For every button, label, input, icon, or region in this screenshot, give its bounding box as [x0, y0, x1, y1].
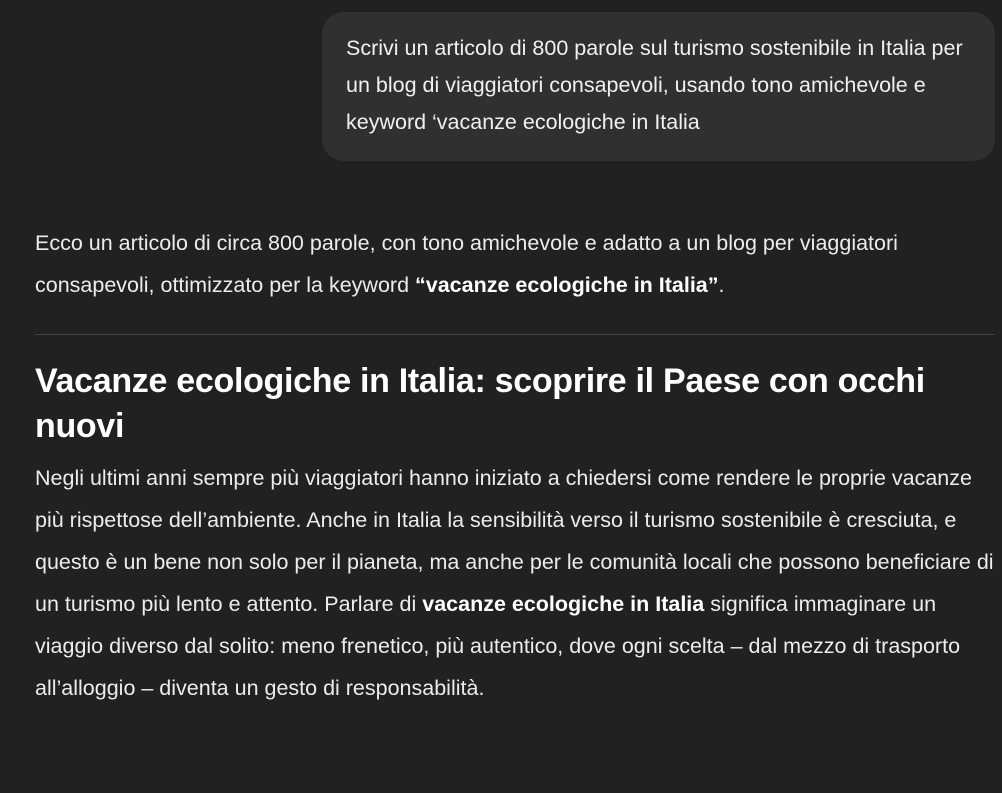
article-paragraph [35, 457, 997, 709]
intro-text: Ecco un articolo di circa 800 parole, con tono amichevole e adatto a un blog per viaggiatori consapevoli, ottimizzato per la keyword [35, 231, 898, 297]
user-message-text: Scrivi un articolo di 800 parole sul turismo sostenibile in Italia per un blog di viaggiatori consapevoli, usando tono amichevole e keyword ‘vacanze ecologiche in Italia [346, 36, 963, 134]
user-message-row [322, 12, 995, 161]
intro-end: . [718, 273, 725, 297]
intro-keyword: “vacanze ecologiche in Italia” [415, 273, 719, 297]
article-title: Vacanze ecologiche in Italia: scoprire il Paese con occhi nuovi [35, 362, 925, 445]
divider [35, 334, 995, 335]
assistant-message [35, 222, 997, 709]
user-message-bubble [322, 12, 995, 161]
paragraph-text-1: Negli ultimi anni sempre più viaggiatori hanno iniziato a chiedersi come rendere le proprie vacanze più rispettose dell’ambiente. Anche in Italia la sensibilità verso il turismo sostenibile è cresciuta, e questo è un bene non solo per il pianeta, ma anche per le comunità locali che possono beneficiare di un turismo più lento e attento. Parlare di [35, 466, 994, 616]
paragraph-keyword: vacanze ecologiche in Italia [422, 592, 705, 616]
paragraph-text-2: significa immaginare un viaggio diverso dal solito: meno frenetico, più autentico, dove ogni scelta – dal mezzo di trasporto all’alloggio – diventa un gesto di responsabilità. [35, 592, 961, 700]
assistant-intro [35, 222, 997, 306]
